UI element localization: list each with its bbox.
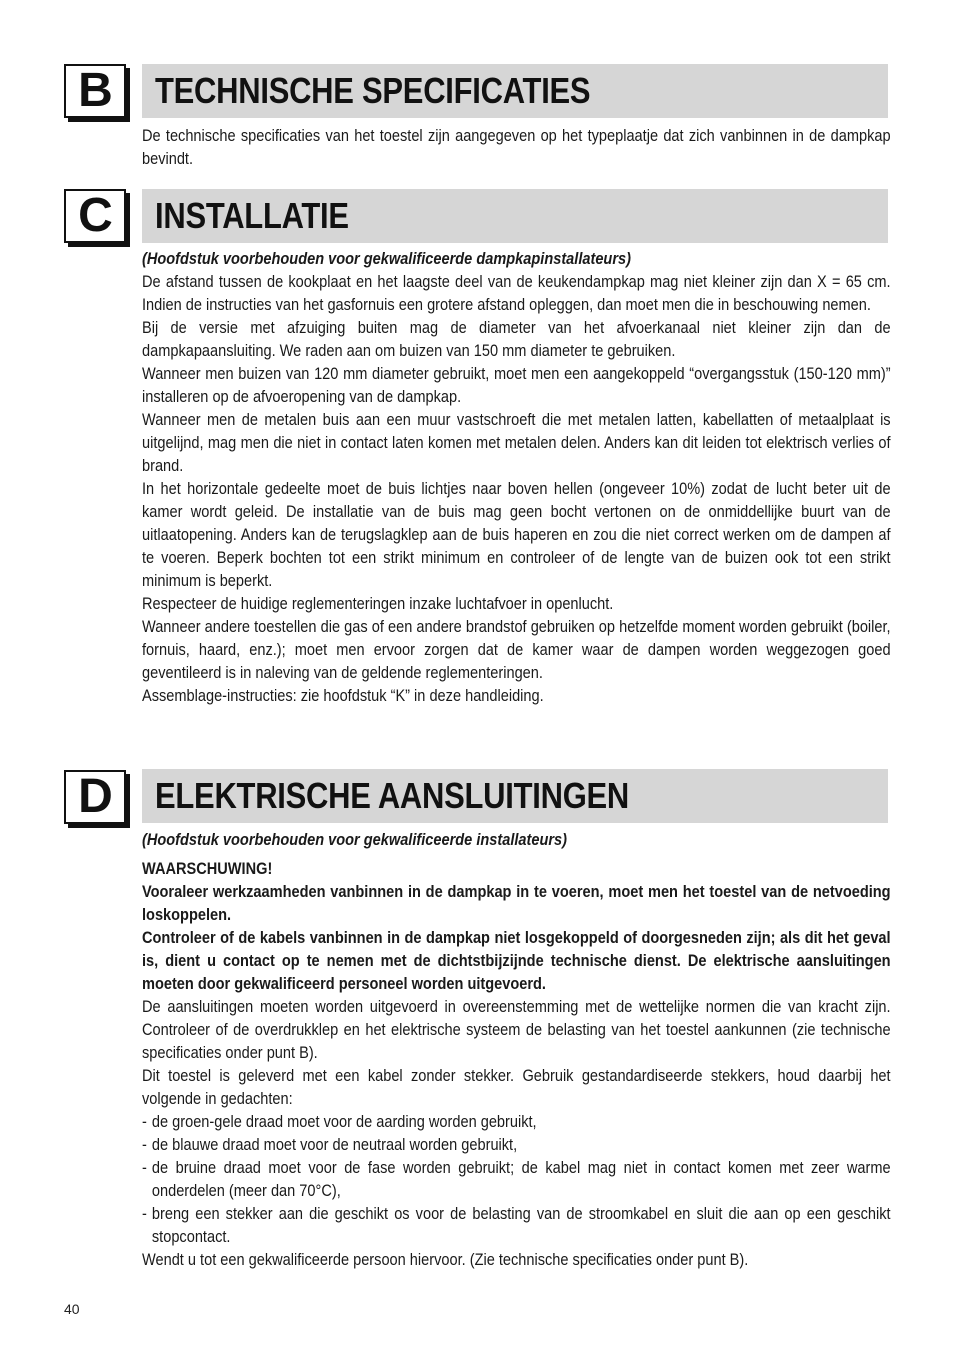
closing-paragraph: Wendt u tot een gekwalificeerde persoon hiervoor. (Zie technische specificaties onder punt B). — [142, 1251, 749, 1269]
list-marker: - — [142, 1113, 147, 1131]
section-heading-b — [142, 64, 888, 118]
section-heading-d — [142, 769, 888, 823]
section-subtitle: (Hoofdstuk voorbehouden voor gekwalificeerde installateurs) — [142, 831, 568, 849]
section-body-d — [142, 829, 890, 1272]
section-letter-c: C — [64, 189, 126, 243]
warning-label: WAARSCHUWING! — [142, 860, 273, 878]
list-item — [142, 1134, 891, 1157]
list-item — [142, 1157, 891, 1203]
list-item — [142, 1111, 891, 1134]
list-marker: - — [142, 1205, 147, 1223]
warning-text: Vooraleer werkzaamheden vanbinnen in de dampkap in te voeren, moet men het toestel van de netvoeding loskoppelen. — [142, 883, 891, 924]
list-item — [142, 1203, 891, 1249]
warning-text: Controleer of de kabels vanbinnen in de dampkap niet losgekoppeld of doorgesneden zijn; als dit het geval is, dient u contact op te nemen met de dichtstbijzijnde technische dienst. De elektrische aansluitingen moeten door gekwalificeerd personeel worden uitgevoerd. — [142, 929, 891, 993]
paragraph: Dit toestel is geleverd met een kabel zonder stekker. Gebruik gestandardiseerde stekkers, houd daarbij het volgende in gedachten: — [142, 1067, 891, 1108]
paragraph: Assemblage-instructies: zie hoofdstuk “K” in deze handleiding. — [142, 687, 544, 705]
paragraph: De technische specificaties van het toestel zijn aangegeven op het typeplaatje dat zich vanbinnen in de dampkap bevindt. — [142, 127, 891, 168]
paragraph: De afstand tussen de kookplaat en het laagste deel van de keukendampkap mag niet kleiner zijn dan X = 65 cm. Indien de instructies van het gasfornuis een grotere afstand opleggen, dan moet men die in beschouwing nemen. — [142, 273, 891, 314]
paragraph: Wanneer men de metalen buis aan een muur vastschroeft die met metalen latten, kabellatten of metaalplaat is uitgelijnd, mag men die niet in contact laten komen met metalen delen. Anders kan dit leiden tot elektrisch verlies of brand. — [142, 411, 891, 475]
paragraph: Respecteer de huidige reglementeringen inzake luchtafvoer in openlucht. — [142, 595, 614, 613]
paragraph: De aansluitingen moeten worden uitgevoerd in overeenstemming met de wettelijke normen die van kracht zijn. Controleer of de overdrukklep en het elektrische systeem de belasting van het toestel aankunnen (zie technische specificaties onder punt B). — [142, 998, 891, 1062]
section-title-elektrische-aansluitingen: ELEKTRISCHE AANSLUITINGEN — [155, 775, 630, 816]
wiring-list — [142, 1111, 891, 1249]
section-title-technische-specificaties: TECHNISCHE SPECIFICATIES — [155, 70, 591, 111]
list-item-text: de blauwe draad moet voor de neutraal worden gebruikt, — [151, 1136, 518, 1154]
section-title-installatie: INSTALLATIE — [155, 195, 349, 236]
section-letter-b: B — [64, 64, 126, 118]
section-heading-c — [142, 189, 888, 243]
section-subtitle: (Hoofdstuk voorbehouden voor gekwalificeerde dampkapinstallateurs) — [142, 250, 631, 268]
section-body-b — [142, 125, 890, 171]
paragraph: Wanneer andere toestellen die gas of een andere brandstof gebruiken op hetzelfde moment worden gebruikt (boiler, fornuis, haard, enz.); moet men ervoor zorgen dat de kamer waar de dampen worden weggezogen goed geventileerd is in naleving van de geldende reglementeringen. — [142, 618, 891, 682]
paragraph: Wanneer men buizen van 120 mm diameter gebruikt, moet men een aangekoppeld “overgangsstuk (150-120 mm)” installeren op de afvoeropening van de dampkap. — [142, 365, 891, 406]
list-item-text: breng een stekker aan die geschikt os voor de belasting van de stroomkabel en sluit die aan op een geschikt stopcontact. — [151, 1205, 891, 1246]
paragraph: In het horizontale gedeelte moet de buis lichtjes naar boven hellen (ongeveer 10%) zodat de lucht beter uit de kamer wordt geleid. De installatie van de buis mag geen bocht vertonen on de onmiddellijke buurt van de uitlaatopening. Anders kan de terugslagklep aan de buis haperen en zou die niet correct werken om de dampen af te voeren. Beperk bochten tot een strikt minimum en controleer of de lengte van de buizen ook tot een strikt minimum is beperkt. — [142, 480, 891, 590]
list-item-text: de bruine draad moet voor de fase worden gebruikt; de kabel mag niet in contact komen met zeer warme onderdelen (meer dan 70°C), — [151, 1159, 891, 1200]
paragraph: Bij de versie met afzuiging buiten mag de diameter van het afvoerkanaal niet kleiner zijn dan de dampkapaansluiting. We raden aan om buizen van 150 mm diameter te gebruiken. — [142, 319, 891, 360]
list-marker: - — [142, 1159, 147, 1177]
section-letter-d: D — [64, 770, 126, 824]
list-item-text: de groen-gele draad moet voor de aarding worden gebruikt, — [151, 1113, 537, 1131]
page-number: 40 — [64, 1301, 80, 1317]
list-marker: - — [142, 1136, 147, 1154]
section-body-c — [142, 248, 890, 708]
